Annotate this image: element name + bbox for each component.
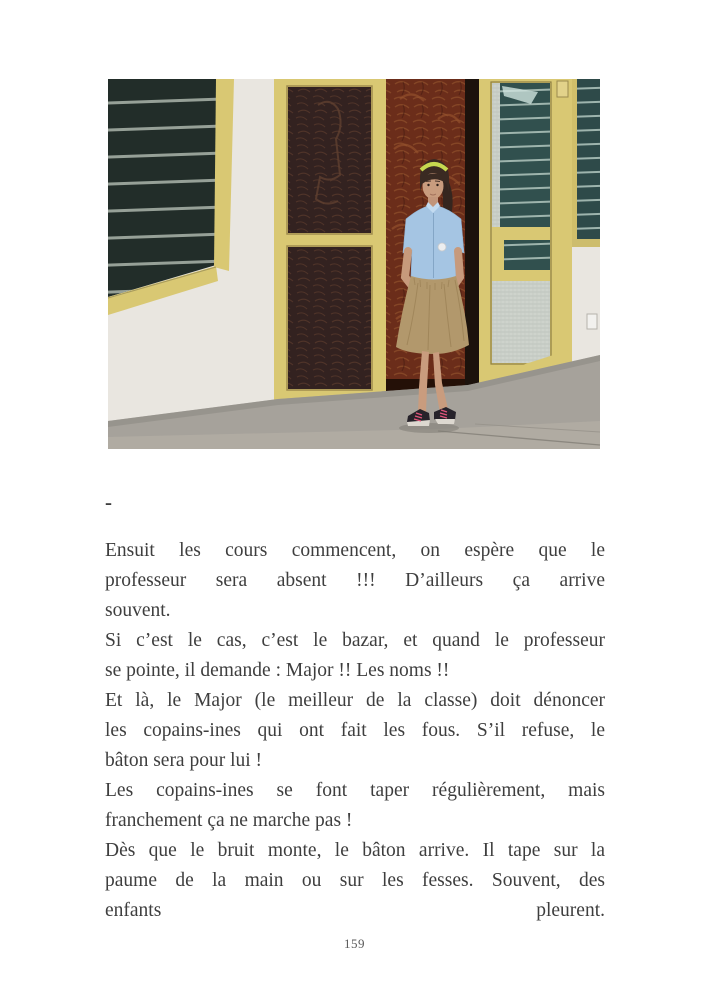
louvered-window [108,79,234,315]
text-line: Ensuit les cours commencent, on espère que le [105,540,605,561]
paragraph [105,536,605,626]
text-line: enfants pleurent. [105,900,605,921]
paragraph [105,686,605,776]
photo-illustration [108,79,600,449]
page-number: 159 [344,936,365,951]
text-line: se pointe, il demande : Major !! Les noms !! [105,660,450,681]
open-glass-door [479,79,572,399]
shirt-badge [438,243,446,251]
paragraph [105,836,605,926]
text-line: paume de la main ou sur les fesses. Souvent, des [105,870,605,891]
text-line: professeur sera absent !!! D’ailleurs ça arrive [105,570,605,591]
text-line: souvent. [105,600,171,621]
light-switch-box [587,314,597,329]
text-line: Les copains-ines se font taper régulièrement, mais [105,780,605,801]
paragraph [105,626,605,686]
text-line: Si c’est le cas, c’est le bazar, et quand le professeur [105,630,605,651]
text-line: bâton sera pour lui ! [105,750,263,771]
paragraph [105,776,605,836]
left-eye [427,184,429,186]
dash-marker: - [105,490,112,514]
text-line: les copains-ines qui ont fait les fous. S’il refuse, le [105,720,605,741]
body-text [105,536,605,926]
text-line: franchement ça ne marche pas ! [105,810,353,831]
text-line: Dès que le bruit monte, le bâton arrive. Il tape sur la [105,840,605,861]
photo-figure [108,79,600,449]
text-line: Et là, le Major (le meilleur de la classe) doit dénoncer [105,690,605,711]
carved-door-left-leaf [274,79,386,419]
hinge-bracket [557,81,568,97]
right-eye [436,184,438,186]
